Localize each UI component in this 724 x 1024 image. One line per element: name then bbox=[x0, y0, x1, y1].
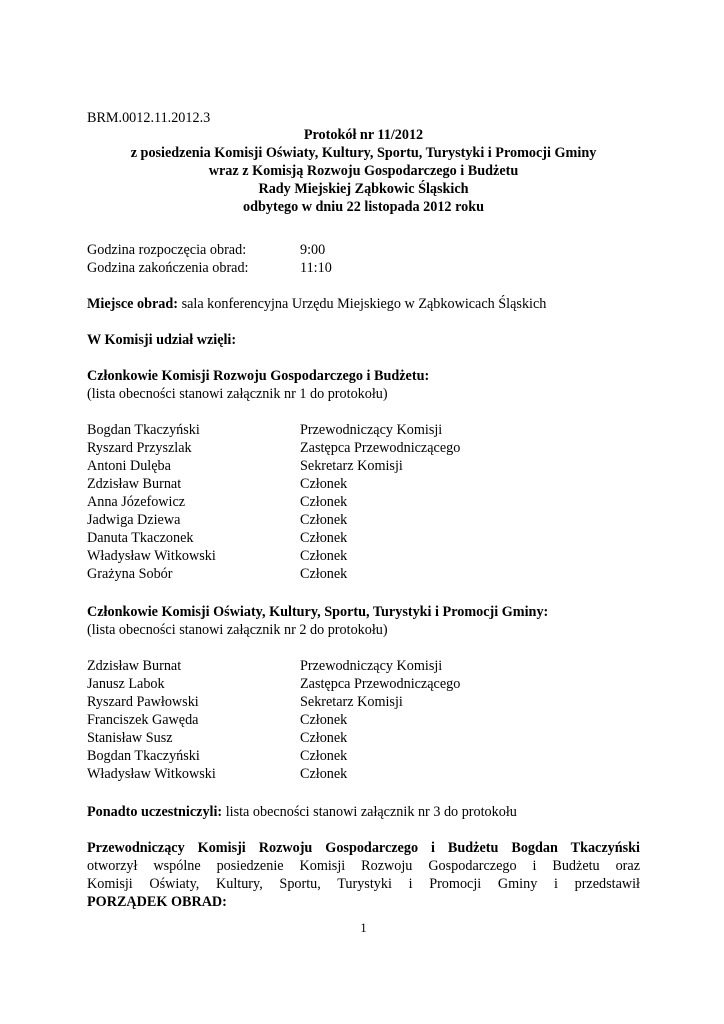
member-name: Grażyna Sobór bbox=[87, 566, 173, 582]
member-name: Danuta Tkaczonek bbox=[87, 530, 194, 546]
member-row bbox=[87, 675, 461, 693]
member-name: Franciszek Gawęda bbox=[87, 712, 199, 728]
member-name: Janusz Labok bbox=[87, 676, 165, 692]
member-row bbox=[87, 565, 348, 583]
place-label: Miejsce obrad: bbox=[87, 296, 179, 312]
member-name: Jadwiga Dziewa bbox=[87, 512, 181, 528]
member-name: Zdzisław Burnat bbox=[87, 476, 182, 492]
member-name: Stanisław Susz bbox=[87, 730, 173, 746]
member-role: Członek bbox=[300, 530, 348, 546]
member-role: Członek bbox=[300, 730, 348, 746]
additional-row bbox=[87, 803, 517, 821]
closing-line: Komisji Oświaty, Kultury, Sportu, Turystyki i Promocji Gminy i przedstawił bbox=[87, 876, 640, 892]
member-row bbox=[87, 729, 348, 747]
end-time-label: Godzina zakończenia obrad: bbox=[87, 260, 249, 276]
member-name: Władysław Witkowski bbox=[87, 766, 216, 782]
member-row bbox=[87, 657, 443, 675]
member-role: Członek bbox=[300, 548, 348, 564]
place-value: sala konferencyjna Urzędu Miejskiego w Ząbkowicach Śląskich bbox=[178, 296, 547, 312]
place-row bbox=[87, 295, 546, 313]
member-role: Członek bbox=[300, 712, 348, 728]
committee1-note: (lista obecności stanowi załącznik nr 1 do protokołu) bbox=[87, 386, 388, 402]
member-row bbox=[87, 439, 461, 457]
member-role: Przewodniczący Komisji bbox=[300, 422, 443, 438]
document-header bbox=[87, 126, 640, 216]
start-time-row bbox=[87, 241, 326, 259]
member-role: Członek bbox=[300, 748, 348, 764]
member-role: Członek bbox=[300, 476, 348, 492]
page-number: 1 bbox=[360, 921, 367, 935]
start-time-label: Godzina rozpoczęcia obrad: bbox=[87, 242, 247, 258]
member-name: Zdzisław Burnat bbox=[87, 658, 182, 674]
member-role: Zastępca Przewodniczącego bbox=[300, 440, 461, 456]
member-role: Członek bbox=[300, 494, 348, 510]
additional-label: Ponadto uczestniczyli: bbox=[87, 804, 223, 820]
member-row bbox=[87, 475, 348, 493]
header-line: odbytego w dniu 22 listopada 2012 roku bbox=[243, 199, 484, 215]
member-row bbox=[87, 747, 348, 765]
member-row bbox=[87, 765, 348, 783]
member-name: Ryszard Przyszlak bbox=[87, 440, 192, 456]
member-role: Sekretarz Komisji bbox=[300, 694, 403, 710]
header-line: Rady Miejskiej Ząbkowic Śląskich bbox=[258, 181, 469, 197]
member-role: Sekretarz Komisji bbox=[300, 458, 403, 474]
additional-value: lista obecności stanowi załącznik nr 3 do protokołu bbox=[222, 804, 517, 820]
member-row bbox=[87, 493, 348, 511]
member-role: Zastępca Przewodniczącego bbox=[300, 676, 461, 692]
header-line: z posiedzenia Komisji Oświaty, Kultury, Sportu, Turystyki i Promocji Gminy bbox=[130, 145, 597, 161]
closing-line: Przewodniczący Komisji Rozwoju Gospodarczego i Budżetu Bogdan Tkaczyński bbox=[87, 840, 640, 856]
member-name: Bogdan Tkaczyński bbox=[87, 422, 200, 438]
member-name: Ryszard Pawłowski bbox=[87, 694, 199, 710]
end-time-value: 11:10 bbox=[300, 260, 332, 276]
member-role: Członek bbox=[300, 566, 348, 582]
member-row bbox=[87, 529, 348, 547]
member-name: Antoni Dulęba bbox=[87, 458, 171, 474]
start-time-value: 9:00 bbox=[300, 242, 326, 258]
member-role: Przewodniczący Komisji bbox=[300, 658, 443, 674]
agenda-heading: PORZĄDEK OBRAD: bbox=[87, 894, 227, 910]
committee2-note: (lista obecności stanowi załącznik nr 2 do protokołu) bbox=[87, 622, 388, 638]
member-row bbox=[87, 457, 403, 475]
member-name: Władysław Witkowski bbox=[87, 548, 216, 564]
member-role: Członek bbox=[300, 512, 348, 528]
end-time-row bbox=[87, 259, 332, 277]
protocol-title: Protokół nr 11/2012 bbox=[303, 127, 424, 143]
closing-paragraph bbox=[87, 839, 640, 911]
member-role: Członek bbox=[300, 766, 348, 782]
header-line: wraz z Komisją Rozwoju Gospodarczego i Budżetu bbox=[208, 163, 519, 179]
member-row bbox=[87, 693, 403, 711]
member-row bbox=[87, 421, 443, 439]
member-name: Bogdan Tkaczyński bbox=[87, 748, 200, 764]
member-row bbox=[87, 547, 348, 565]
document-reference: BRM.0012.11.2012.3 bbox=[87, 110, 211, 126]
member-name: Anna Józefowicz bbox=[87, 494, 186, 510]
closing-line: otworzył wspólne posiedzenie Komisji Rozwoju Gospodarczego i Budżetu oraz bbox=[87, 858, 640, 874]
committee2-title: Członkowie Komisji Oświaty, Kultury, Sportu, Turystyki i Promocji Gminy: bbox=[87, 604, 549, 620]
member-row bbox=[87, 711, 348, 729]
committee1-title: Członkowie Komisji Rozwoju Gospodarczego i Budżetu: bbox=[87, 368, 430, 384]
participants-heading: W Komisji udział wzięli: bbox=[87, 332, 237, 348]
member-row bbox=[87, 511, 348, 529]
